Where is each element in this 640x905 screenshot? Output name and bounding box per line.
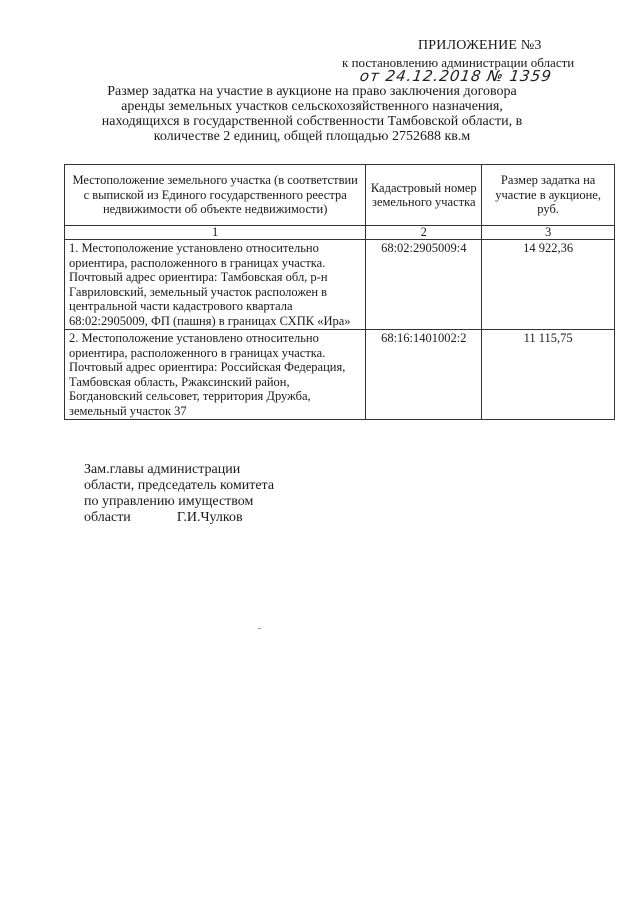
location-cell: 2. Местоположение установлено относительно ориентира, расположенного в границах участка. Почтовый адрес ориентира: Российская Федерация, Тамбовская область, Ржаксинский район, Богдановский сельсовет, территория Дружба, земельный участок 37 [65, 330, 366, 420]
signature-line: Зам.главы администрации [84, 462, 241, 477]
header-deposit: Размер задатка на участие в аукционе, руб. [482, 165, 615, 226]
deposit-cell: 14 922,36 [482, 240, 615, 330]
scan-artifact [258, 628, 261, 629]
table-row [65, 240, 615, 330]
appendix-subtitle: к постановлению администрации области [342, 55, 575, 70]
signatory-name: Г.И.Чулков [176, 510, 243, 525]
signature-prefix: области [84, 510, 131, 525]
signature-line [84, 510, 274, 526]
appendix-title: ПРИЛОЖЕНИЕ №3 [418, 38, 542, 53]
signature-line: по управлению имуществом [84, 494, 254, 509]
column-number: 1 [65, 226, 366, 240]
land-plots-table [64, 164, 615, 420]
column-number-row [65, 226, 615, 240]
cadastral-cell: 68:02:2905009:4 [366, 240, 482, 330]
header-cadastral: Кадастровый номер земельного участка [366, 165, 482, 226]
column-number: 2 [366, 226, 482, 240]
deposit-cell: 11 115,75 [482, 330, 615, 420]
document-title: Размер задатка на участие в аукционе на право заключения договора аренды земельных участков сельскохозяйственного назначения, находящихся в государственной собственности Тамбовской области, в количестве 2 единиц, общей площадью 2752688 кв.м [101, 84, 523, 144]
signature-block [84, 462, 274, 526]
cadastral-cell: 68:16:1401002:2 [366, 330, 482, 420]
location-cell: 1. Местоположение установлено относительно ориентира, расположенного в границах участка. Почтовый адрес ориентира: Тамбовская обл, р-н Гавриловский, земельный участок расположен в центральной части кадастрового квартала 68:02:2905009, ФП (пашня) в границах СХПК «Ира» [65, 240, 366, 330]
column-number: 3 [482, 226, 615, 240]
signature-line: области, председатель комитета [84, 478, 275, 493]
header-location: Местоположение земельного участка (в соответствии с выпиской из Единого государственного реестра недвижимости об объекте недвижимости) [65, 165, 366, 226]
table-header-row [65, 165, 615, 226]
table-row [65, 330, 615, 420]
handwritten-date-number: от 24.12.2018 № 1359 [358, 67, 554, 85]
